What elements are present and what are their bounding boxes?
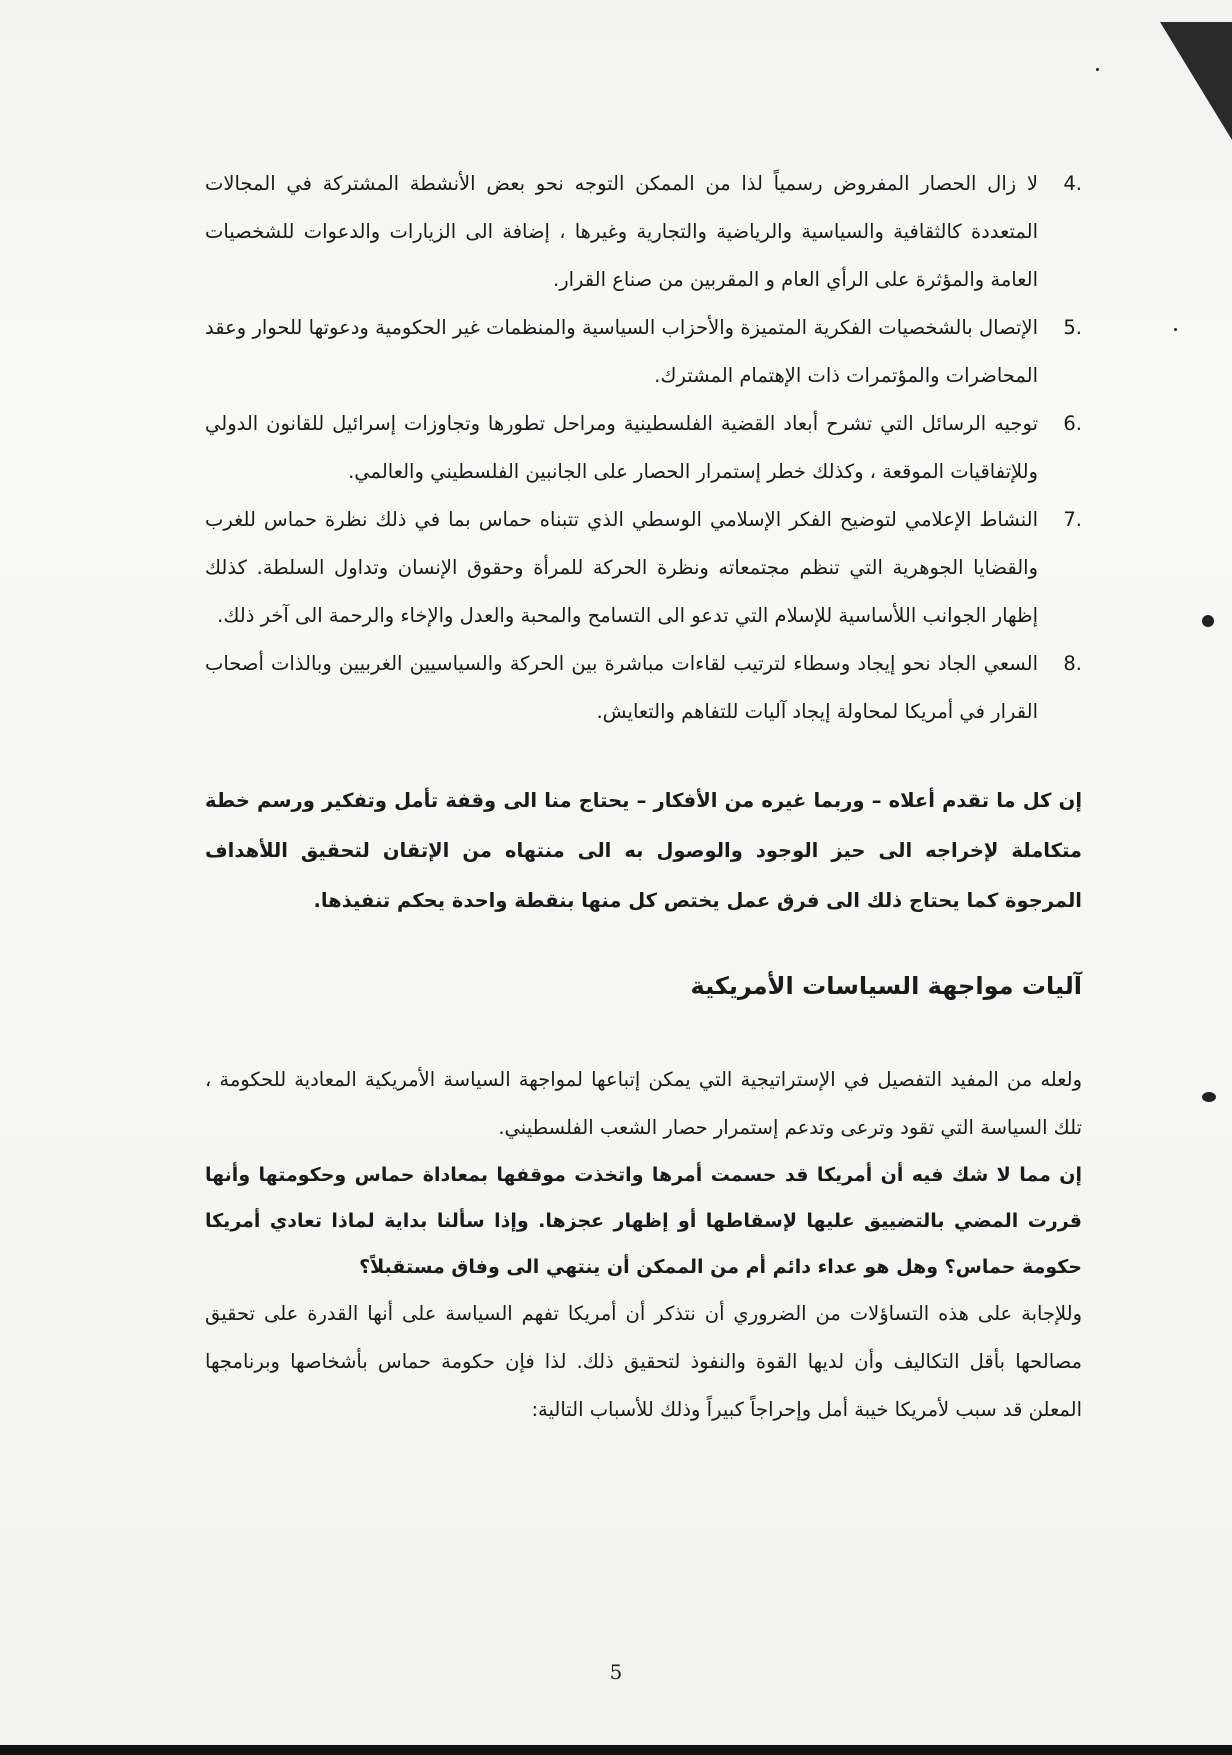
- document-body: [205, 160, 1082, 1434]
- scan-speck: [1096, 68, 1099, 71]
- numbered-list: [205, 160, 1082, 736]
- list-number: 5.: [1063, 316, 1082, 339]
- scan-bottom-edge: [0, 1745, 1232, 1755]
- list-item: [205, 640, 1082, 736]
- list-number: 8.: [1063, 652, 1082, 675]
- scan-speck: [1174, 328, 1177, 331]
- scan-speck: [1202, 1092, 1216, 1102]
- section-heading: آليات مواجهة السياسات الأمريكية: [690, 972, 1082, 1000]
- intro-paragraph: ولعله من المفيد التفصيل في الإستراتيجية التي يمكن إتباعها لمواجهة السياسة الأمريكية المعادية للحكومة ، تلك السياسة التي تقود وترعى وتدعم إستمرار حصار الشعب الفلسطيني.: [205, 1068, 1082, 1139]
- list-item: [205, 400, 1082, 496]
- list-item: [205, 304, 1082, 400]
- list-item-text: لا زال الحصار المفروض رسمياً لذا من الممكن التوجه نحو بعض الأنشطة المشتركة في المجالات المتعددة كالثقافية والسياسية والرياضية والتجارية وغيرها ، إضافة الى الزيارات والدعوات للشخصيات العامة والمؤثرة على الرأي العام و المقربين من صناع القرار.: [205, 172, 1038, 291]
- list-number: 4.: [1063, 172, 1082, 195]
- question-paragraph: إن مما لا شك فيه أن أمريكا قد حسمت أمرها واتخذت موقفها بمعاداة حماس وحكومتها وأنها قررت المضي بالتضييق عليها لإسقاطها أو إظهار عجزها. وإذا سألنا بداية لماذا تعادي أمريكا حكومة حماس؟ وهل هو عداء دائم أم من الممكن أن ينتهي الى وفاق مستقبلاً؟: [205, 1164, 1082, 1278]
- list-item-text: النشاط الإعلامي لتوضيح الفكر الإسلامي الوسطي الذي تتبناه حماس بما في ذلك نظرة حماس للغرب والقضايا الجوهرية التي تنظم مجتمعاته ونظرة الحركة للمرأة وحقوق الإنسان وتداول السلطة. كذلك إظهار الجوانب اللأساسية للإسلام التي تدعو الى التسامح والمحبة والعدل والإخاء والرحمة الى آخر ذلك.: [205, 508, 1038, 627]
- summary-paragraph: إن كل ما تقدم أعلاه – وربما غيره من الأفكار – يحتاج منا الى وقفة تأمل وتفكير ورسم خطة متكاملة لإخراجه الى حيز الوجود والوصول به الى منتهاه من الإتقان لتحقيق اللأهداف المرجوة كما يحتاج ذلك الى فرق عمل يختص كل منها بنقطة واحدة يحكم تنفيذها.: [205, 789, 1082, 912]
- list-item-text: توجيه الرسائل التي تشرح أبعاد القضية الفلسطينية ومراحل تطورها وتجاوزات إسرائيل للقانون الدولي وللإتفاقيات الموقعة ، وكذلك خطر إستمرار الحصار على الجانبين الفلسطيني والعالمي.: [205, 412, 1038, 483]
- list-item: [205, 496, 1082, 640]
- scan-corner-mark: [1160, 22, 1232, 140]
- list-number: 7.: [1063, 508, 1082, 531]
- list-item: [205, 160, 1082, 304]
- answer-paragraph: وللإجابة على هذه التساؤلات من الضروري أن نتذكر أن أمريكا تفهم السياسة على أنها القدرة على تحقيق مصالحها بأقل التكاليف وأن لديها القوة والنفوذ لتحقيق ذلك. لذا فإن حكومة حماس بأشخاصها وبرنامجها المعلن قد سبب لأمريكا خيبة أمل وإحراجاً كبيراً وذلك للأسباب التالية:: [205, 1302, 1082, 1421]
- list-number: 6.: [1063, 412, 1082, 435]
- scan-speck: [1202, 615, 1214, 627]
- list-item-text: السعي الجاد نحو إيجاد وسطاء لترتيب لقاءات مباشرة بين الحركة والسياسيين الغربيين وبالذات أصحاب القرار في أمريكا لمحاولة إيجاد آليات للتفاهم والتعايش.: [205, 652, 1038, 723]
- page-number: 5: [609, 1660, 623, 1684]
- list-item-text: الإتصال بالشخصيات الفكرية المتميزة والأحزاب السياسية والمنظمات غير الحكومية ودعوتها للحوار وعقد المحاضرات والمؤتمرات ذات الإهتمام المشترك.: [205, 316, 1038, 387]
